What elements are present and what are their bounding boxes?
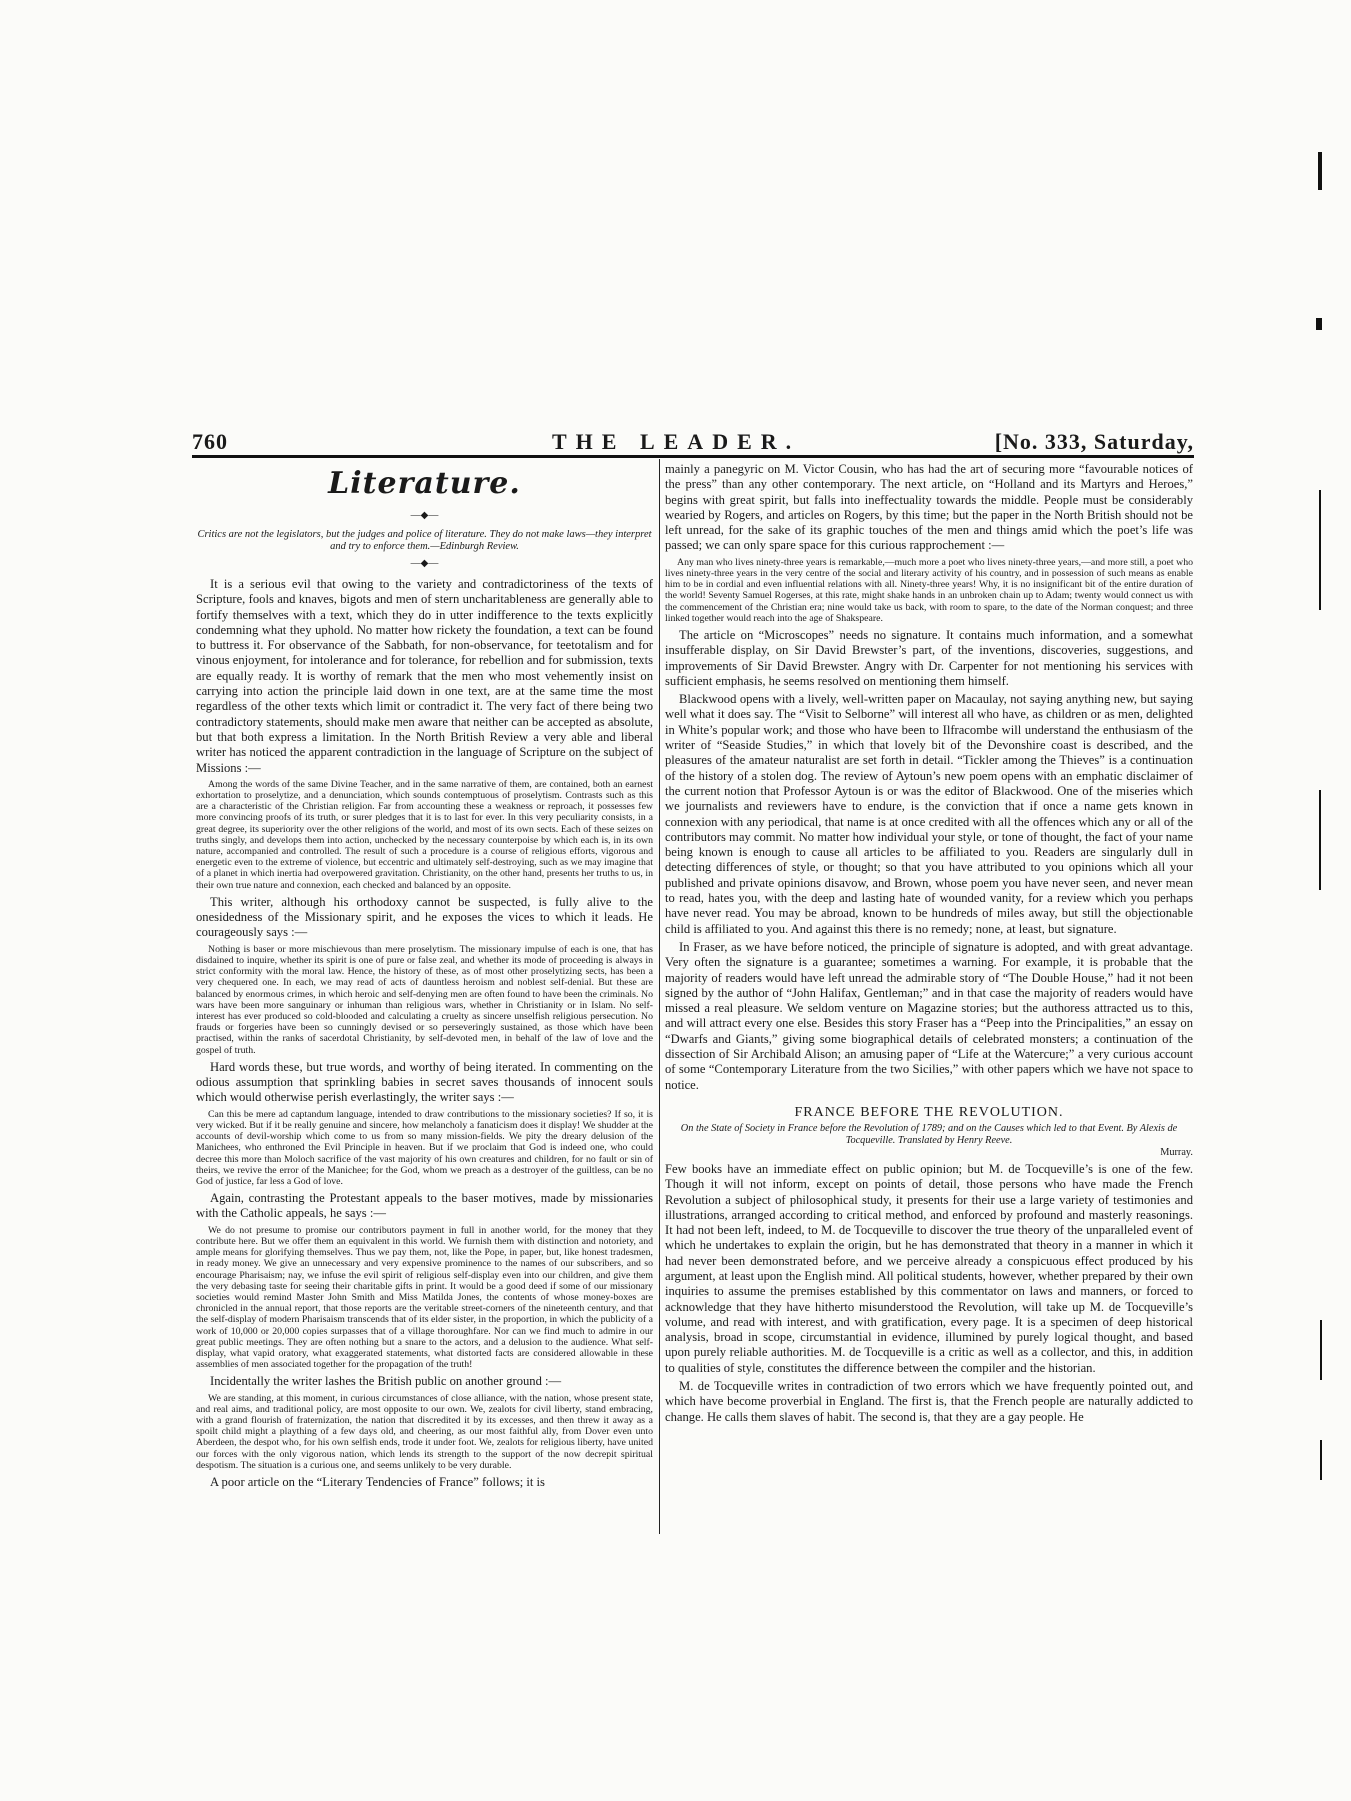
body-paragraph: mainly a panegyric on M. Victor Cousin, who has had the art of securing more “favourable notices of the press” than any other contemporary. The next article, on “Holland and its Martyrs and Heroes,” begins with great spirit, but falls into ineffectuality towards the middle. People must be considerably wearied by Rogers, and articles on Rogers, by this time; but the paper in the North British should not be left unread, for the sake of its graphic touches of the men and things amid which the poet’s life was passed; we can only spare space for this curious rapprochement :—	[665, 462, 1193, 553]
body-paragraph: This writer, although his orthodoxy cannot be suspected, is fully alive to the onesidedness of the Missionary spirit, and he exposes the vices to which it leads. He courageously says :—	[196, 894, 653, 940]
article-subtitle: On the State of Society in France before the Revolution of 1789; and on the Causes which led to that Event. By Alexis de Tocqueville. Translated by Henry Reeve.	[680, 1122, 1178, 1146]
body-paragraph: M. de Tocqueville writes in contradiction of two errors which we have frequently pointed out, and which have become proverbial in England. The first is, that the French people are naturally addicted to change. He calls them slaves of habit. The second is, that they are a gay people. He	[665, 1379, 1193, 1424]
quoted-passage: Nothing is baser or more mischievous than mere proselytism. The missionary impulse of each is one, that has disdained to inquire, whether its spirit is one of pure or false zeal, and whether its mode of proceeding is always in strict conformity with the moral law. Hence, the history of these, as of most other proselytizing sects, has been a very chequered one. In each, we may read of acts of dauntless heroism and noblest self-denial. But these are balanced by enormous crimes, in which heroic and self-denying men are often found to have been the criminals. No wars have been more sanguinary or inhuman than religious wars, whether in Christianity or in Islam. No self-interest has ever produced so cold-blooded and calculating a cruelty as sincere unselfish religious persecution. No frauds or forgeries have been so cunningly devised or so perseveringly sustained, as those which have been practised, within the ranks of sacerdotal Christianity, by self-devoted men, in behalf of the law of love and the gospel of truth.	[196, 943, 653, 1056]
ornament-dash: —◆—	[410, 510, 439, 521]
scan-edge-mark	[1319, 790, 1321, 890]
left-column	[196, 462, 653, 1493]
newspaper-title: THE LEADER.	[552, 429, 801, 454]
scan-edge-mark	[1320, 1320, 1322, 1380]
body-paragraph: The article on “Microscopes” needs no signature. It contains much information, and a somewhat insufferable display, on Sir David Brewster’s part, of the inventions, discoveries, suggestions, and improvements of Sir David Brewster. Angry with Dr. Carpenter for not mentioning his services with sufficient emphasis, he seems resolved on mentioning them himself.	[665, 628, 1193, 688]
body-paragraph: A poor article on the “Literary Tendencies of France” follows; it is	[210, 1475, 545, 1490]
page-header	[192, 429, 1194, 453]
quoted-passage: We are standing, at this moment, in curious circumstances of close alliance, with the nation, whose present state, and real aims, and traditional policy, are most opposite to our own. We, zealots for civil liberty, stand embracing, with a grand flourish of fraternization, the nation that discredited it by its excesses, and then threw it away as a spoilt child might a plaything of a few days old, and cheering, as our most faithful ally, from Dover even unto Aberdeen, the despot who, for his own selfish ends, trode it under foot. We, zealots for religious liberty, have united our forces with the only vigorous nation, which lends its strength to the support of the now decrepit spiritual despotism. The situation is a curious one, and seems unlikely to be very durable.	[196, 1392, 653, 1471]
quoted-passage: We do not presume to promise our contributors payment in full in another world, for the money that they contribute here. But we offer them an equivalent in this world. We furnish them with distinction and notoriety, and ample means for glorifying themselves. Thus we pay them, not, like the Pope, in paper, but, like honest tradesmen, in ready money. We give an unnecessary and very expensive prominence to the names of our subscribers, and so encourage Pharisaism; nay, we infuse the evil spirit of religious self-display even into our children, and give them the very debasing taste for seeing their charitable gifts in print. It would be a good deed if some of our missionary societies would remind Master John Smith and Miss Matilda Jones, the contents of whose money-boxes are chronicled in the annual report, that those reports are the veritable street-corners of the nineteenth century, and that the self-display of modern Pharisaism transcends that of its elder sister, in the proportion, in which the publicity of a work of 10,000 or 20,000 copies surpasses that of a village thoroughfare. Nor can we find much to admire in our great public meetings. They are often nothing but a snare to the actors, and a delusion to the audience. What self-display, what vapid oratory, what exaggerated statements, what distorted facts are considered allowable in these assemblies of men associated together for the propagation of the truth!	[196, 1224, 653, 1371]
page-number: 760	[192, 429, 228, 454]
quoted-passage: Any man who lives ninety-three years is remarkable,—much more a poet who lives ninety-three years,—and more still, a poet who lives ninety-three years in the very centre of the social and literary activity of his country, and in possession of such means as enable him to be in cordial and even influential relations with all. Ninety-three years! Why, it is no insignificant bit of the entire duration of the world! Seventy Samuel Rogerses, at this rate, might shake hands in an unbroken chain up to Adam; twenty would connect us with the commencement of the Christian era; nine would take us back, with room to spare, to the date of the Norman conquest; and three linked together would reach into the age of Shakspeare.	[665, 556, 1193, 624]
left-column-text	[196, 577, 653, 1490]
ornament-dash: —◆—	[410, 558, 439, 569]
right-column	[665, 462, 1193, 1428]
issue-info: [No. 333, Saturday,	[994, 429, 1194, 454]
scan-edge-mark	[1316, 318, 1322, 330]
section-title: Literature.	[328, 466, 521, 501]
body-paragraph: Few books have an immediate effect on public opinion; but M. de Tocqueville’s is one of the few. Though it will not inform, except on points of detail, those persons who have made the French Revolution a subject of philosophical study, it presents for their use a large variety of testimonies and illustrations, arranged according to critical method, and enforced by profound and masterly reasonings. It had not been left, indeed, to M. de Tocqueville to discover the true theory of the unparalleled event of which he undertakes to explain the origin, but he has demonstrated that theory in a manner in which it had never been demonstrated before, and we perceive already a conspicuous effect produced by his argument, at least upon the English mind. All political students, however, whether prepared by their own inquiries to assume the premises established by this commentator on laws and manners, or forced to acknowledge that they have hitherto misunderstood the Revolution, will take up M. de Tocqueville’s volume, and read with interest, and with gratification, every page. It is a specimen of deep historical analysis, broad in scope, circumstantial in evidence, illumined by purely logical thought, and based upon purely reliable authorities. M. de Tocqueville is a critic as well as a collector, and this, in addition to qualities of style, constitutes the difference between the compiler and the historian.	[665, 1161, 1193, 1375]
scan-edge-mark	[1320, 1440, 1322, 1480]
article-text	[665, 1162, 1193, 1425]
header-rule	[192, 455, 1194, 458]
scan-edge-mark	[1319, 490, 1321, 610]
body-paragraph: Blackwood opens with a lively, well-written paper on Macaulay, not saying anything new, but saying well what it does say. The “Visit to Selborne” will interest all who have, as children or as men, delighted in White’s popular work; and those who have been to Ilfracombe will understand the enthusiasm of the writer of “Seaside Studies,” in which that lovely bit of the Devonshire coast is described, and the pleasures of the amateur naturalist are set forth in detail. “Tickler among the Thieves” is a continuation of the history of a stolen dog. The review of Aytoun’s new poem opens with an emphatic disclaimer of the current notion that Professor Aytoun is or was the editor of Blackwood. One of the miseries which we journalists and reviewers have to endure, is the conviction that if once a name gets known in connexion with any periodical, that name is at once credited with all the offences which any or all of the contributors may commit. No matter how individual your style, or tone of thought, the fact of your name being known is enough to cause all articles to be affiliated to you. Readers are singularly dull in detecting differences of style, or thought; so that you have attributed to you opinions which all your published and private opinions disavow, and Brown, whose poem you have never seen, and never mean to read, hates you, with the deep and lasting hate of wounded vanity, for a review which you perhaps have never read. You may be abroad, known to be hundreds of miles away, but still the objectionable child is affiliated to you. And against this there is no remedy; none, at least, but signature.	[665, 692, 1193, 936]
quoted-passage: Can this be mere ad captandum language, intended to draw contributions to the missionary societies? If so, it is very wicked. But if it be really genuine and sincere, how melancholy a fanaticism does it display! We shudder at the accounts of devil-worship which come to us from so many mission-fields. We pity the dreary delusion of the Manichees, who enthroned the Evil Principle in heaven. But if we proclaim that God is indeed one, who could decree this more than Moloch sacrifice of the vast majority of his own creatures and children, for no fault or sin of theirs, we revive the error of the Manichee; for the God, whom we preach as a destroyer of the guiltless, can be no God of justice, far less a God of love.	[196, 1108, 653, 1187]
right-column-text	[665, 462, 1193, 1093]
body-paragraph: It is a serious evil that owing to the variety and contradictoriness of the texts of Scripture, fools and knaves, bigots and men of stern uncharitableness are generally able to fortify themselves with a text, which they do in utter indifference to the texts explicitly condemning what they uphold. No matter how rickety the foundation, a text can be found to buttress it. For observance of the Sabbath, for non-observance, for teetotalism and for vinous enjoyment, for intolerance and for tolerance, for rebellion and for submission, texts are equally ready. It is worthy of remark that the men who most vehemently insist on carrying into action the principle laid down in one text, are at the same time the most regardless of the other texts which limit or contradict it. The very fact of there being two contradictory statements, should make men aware that neither can be accepted as absolute, but that both express a limitation. In the North British Review a very able and liberal writer has noticed the apparent contradiction in the language of Scripture on the subject of Missions :—	[196, 577, 653, 775]
column-divider	[659, 459, 660, 1534]
quoted-passage: Among the words of the same Divine Teacher, and in the same narrative of them, are contained, both an earnest exhortation to proselytize, and a denunciation, which sounds contemptuous of proselytism. Contrasts such as this are a characteristic of the Christian religion. Far from accounting these a weakness or reproach, it possesses few more convincing proofs of its truth, or surer pledges that it is to last for ever. In this very peculiarity consists, in a great degree, its superiority over the other religions of the world, and most of its own sects. Each of these seizes on truths singly, and develops them into action, unchecked by the necessary counterpoise by which each is, in its own nature, accompanied and controlled. The result of such a procedure is a course of religious efforts, vigorous and energetic even to the extreme of violence, but eccentric and ultimately self-destroying, such as we may imagine that of a planet in which inertia had overpowered gravitation. Christianity, on the other hand, presents her truths to us, in their own true nature and connexion, each checked and balanced by an opposite.	[196, 778, 653, 891]
body-paragraph: Incidentally the writer lashes the British public on another ground :—	[210, 1374, 562, 1389]
section-motto: Critics are not the legislators, but the judges and police of literature. They do not make laws—they interpret and try to enforce them.—Edinburgh Review.	[197, 529, 652, 552]
article-title: FRANCE BEFORE THE REVOLUTION.	[794, 1104, 1064, 1120]
body-paragraph: In Fraser, as we have before noticed, the principle of signature is adopted, and with great advantage. Very often the signature is a guarantee; sometimes a warning. For example, it is probable that the majority of readers would have left unread the admirable story of “The Double House,” had it not been signed by the author of “John Halifax, Gentleman;” and in that case the majority of readers would have missed a real pleasure. We seldom venture on Magazine stories; but the authoress attracted us to this, and will attract every one else. Besides this story Fraser has a “Peep into the Principalities,” an essay on “Dwarfs and Giants,” giving some biographical details of celebrated monsters; a continuation of the dissection of Sir Archibald Alison; an amusing paper of “Life at the Watercure;” a very curious account of some “Contemporary Literature from the two Sicilies,” with other papers which we have not space to notice.	[665, 939, 1193, 1092]
body-paragraph: Again, contrasting the Protestant appeals to the baser motives, made by missionaries with the Catholic appeals, he says :—	[196, 1191, 653, 1221]
article-publisher: Murray.	[1160, 1146, 1193, 1158]
scan-edge-mark	[1318, 152, 1322, 190]
body-paragraph: Hard words these, but true words, and worthy of being iterated. In commenting on the odious assumption that sprinkling babies in secret saves thousands of innocent souls which would otherwise perish everlastingly, the writer says :—	[196, 1059, 653, 1105]
